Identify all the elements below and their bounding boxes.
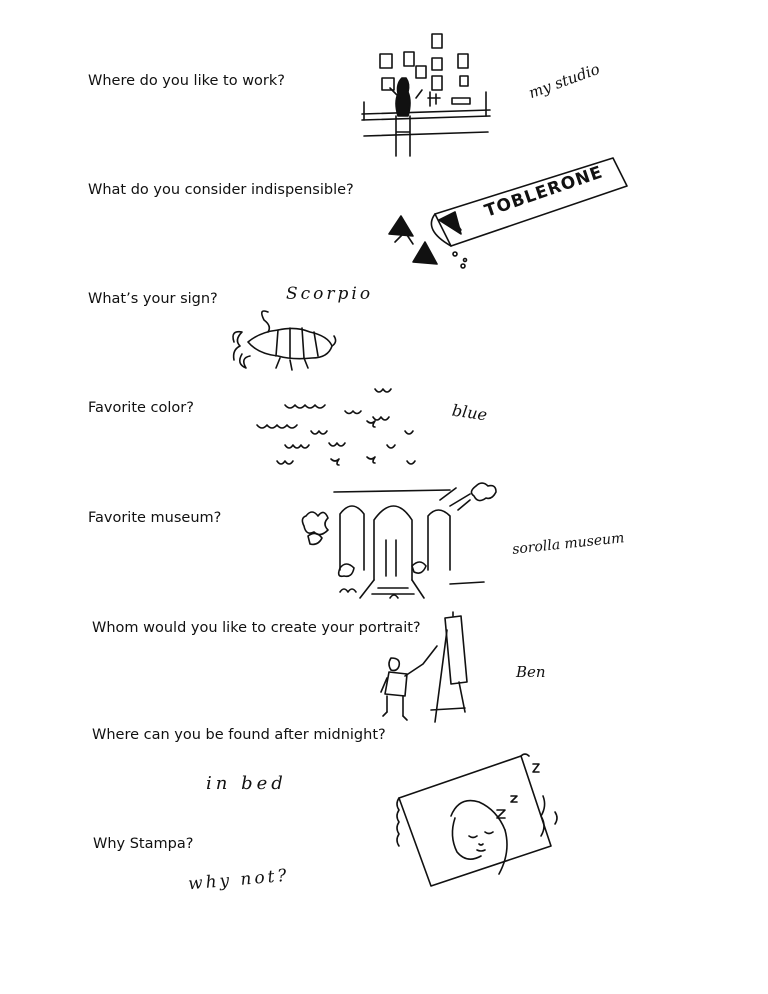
answer-4: blue: [450, 400, 489, 425]
sleeping-icon: [395, 752, 570, 892]
answer-3: Scorpio: [286, 284, 374, 304]
answer-7: in bed: [206, 773, 287, 794]
museum-icon: [300, 480, 510, 605]
answer-8: why not?: [187, 865, 291, 895]
question-5: Favorite museum?: [88, 510, 222, 526]
question-7: Where can you be found after midnight?: [92, 727, 386, 743]
question-3: What’s your sign?: [88, 291, 218, 307]
answer-6: Ben: [516, 663, 546, 681]
scorpion-icon: [228, 302, 343, 377]
question-4: Favorite color?: [88, 400, 194, 416]
answer-1: my studio: [526, 59, 603, 103]
answer-5: sorolla museum: [511, 530, 626, 558]
question-2: What do you consider indispensible?: [88, 182, 354, 198]
waves-icon: [255, 385, 435, 470]
studio-icon: [360, 32, 495, 157]
toblerone-label: TOBLERONE: [482, 162, 606, 222]
question-1: Where do you like to work?: [88, 73, 285, 89]
question-6: Whom would you like to create your portrait?: [92, 620, 421, 636]
question-8: Why Stampa?: [93, 836, 194, 852]
painter-icon: [375, 612, 475, 727]
